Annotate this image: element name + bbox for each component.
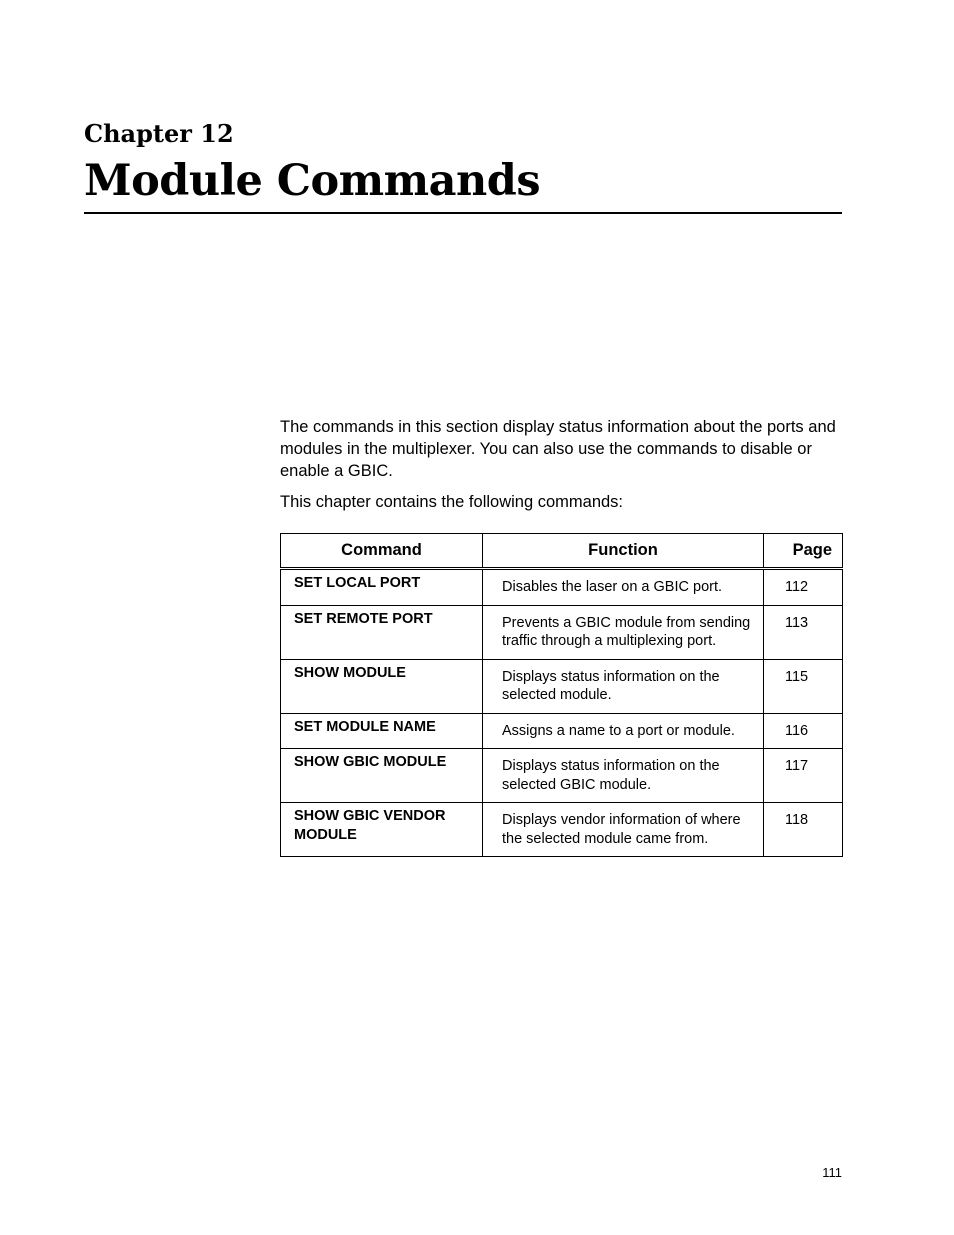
function-cell: Prevents a GBIC module from sending traffic through a multiplexing port. <box>483 605 764 659</box>
function-cell: Disables the laser on a GBIC port. <box>483 569 764 606</box>
command-cell: SHOW MODULE <box>281 659 483 713</box>
page-cell: 113 <box>764 605 843 659</box>
page-number: 111 <box>822 1165 842 1180</box>
column-header-command: Command <box>281 534 483 569</box>
page-cell: 117 <box>764 749 843 803</box>
table-row <box>281 605 843 659</box>
function-cell: Displays status information on the selected GBIC module. <box>483 749 764 803</box>
function-cell: Displays vendor information of where the selected module came from. <box>483 803 764 857</box>
commands-table <box>280 533 843 857</box>
contains-paragraph: This chapter contains the following commands: <box>280 493 624 511</box>
table-row <box>281 803 843 857</box>
page-cell: 112 <box>764 569 843 606</box>
command-cell: SET REMOTE PORT <box>281 605 483 659</box>
page-cell: 115 <box>764 659 843 713</box>
intro-paragraph: The commands in this section display status information about the ports and modules in the multiplexer. You can also use the commands to disable or enable a GBIC. <box>280 418 836 480</box>
column-header-function: Function <box>483 534 764 569</box>
chapter-label: Chapter 12 <box>84 119 234 148</box>
title-divider <box>84 212 842 214</box>
table-row <box>281 749 843 803</box>
command-cell: SET LOCAL PORT <box>281 569 483 606</box>
table-header-row <box>281 534 843 569</box>
command-cell: SHOW GBIC MODULE <box>281 749 483 803</box>
function-cell: Displays status information on the selected module. <box>483 659 764 713</box>
table-row <box>281 569 843 606</box>
page-cell: 116 <box>764 713 843 749</box>
table-row <box>281 713 843 749</box>
command-cell: SHOW GBIC VENDOR MODULE <box>281 803 483 857</box>
page-title: Module Commands <box>84 156 541 206</box>
table-row <box>281 659 843 713</box>
command-cell: SET MODULE NAME <box>281 713 483 749</box>
page-cell: 118 <box>764 803 843 857</box>
function-cell: Assigns a name to a port or module. <box>483 713 764 749</box>
column-header-page: Page <box>764 534 843 569</box>
